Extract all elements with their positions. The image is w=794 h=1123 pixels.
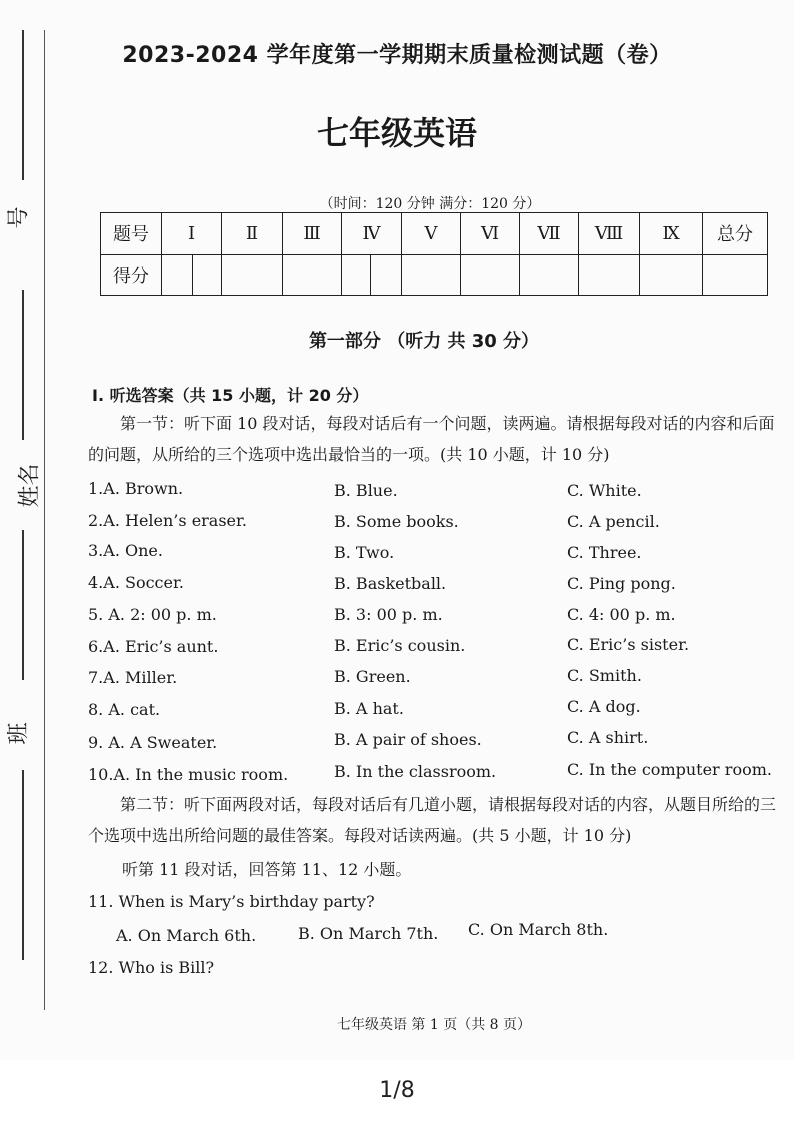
question-option: C. A shirt. [567,728,649,747]
score-cell [162,254,193,296]
column-header: Ⅰ [162,213,222,255]
score-cell [520,254,579,296]
question-option: 3.A. One. [88,541,163,560]
side-label-number: 号 [6,206,32,229]
subsection-instructions: 第一节：听下面 10 段对话，每段对话后有一个问题，读两遍。请根据每段对话的内容和后面的问题，从所给的三个选项中选出最恰当的一项。(共 10 小题，计 10 分) [88,414,775,464]
question-option: C. Smith. [567,666,642,685]
score-cell [193,254,222,296]
score-cell [703,254,768,296]
section-heading: I. 听选答案（共 15 小题，计 20 分） [92,386,369,405]
question-option: A. On March 6th. [116,926,257,945]
score-cell [579,254,640,296]
question-option: B. Eric’s cousin. [334,636,466,655]
side-label-name: 姓名 [17,463,43,508]
question-option: 5. A. 2: 00 p. m. [88,605,217,624]
question-option: C. In the computer room. [567,760,772,779]
question-option: B. On March 7th. [298,924,439,943]
column-header: Ⅸ [640,213,703,255]
score-cell [222,254,283,296]
question-text: 12. Who is Bill? [88,958,215,977]
score-table-header-row [101,213,768,255]
question-option: 1.A. Brown. [88,479,184,498]
score-cell [283,254,342,296]
question-option: 6.A. Eric’s aunt. [88,637,219,656]
question-option: C. A pencil. [567,512,660,531]
question-option: B. A hat. [334,699,404,718]
column-header: Ⅷ [579,213,640,255]
question-option: B. A pair of shoes. [334,730,482,749]
row-label: 题号 [101,213,162,255]
score-table-score-row [101,254,768,296]
question-option: C. A dog. [567,697,641,716]
part-title: 第一部分 （听力 共 30 分） [308,331,540,352]
question-option: B. Basketball. [334,574,447,593]
column-header: 总分 [703,213,768,255]
question-option: B. Blue. [334,481,398,500]
exam-title: 2023-2024 学年度第一学期期末质量检测试题（卷） [122,43,672,68]
margin-rule [22,530,24,680]
subsection-instructions: 第二节：听下面两段对话，每段对话后有几道小题，请根据每段对话的内容，从题目所给的三个选项中选出所给问题的最佳答案。每段对话读两遍。(共 5 小题，计 10 分) [88,795,777,845]
margin-rule [22,290,24,440]
question-option: 8. A. cat. [88,700,161,719]
question-option: C. Three. [567,543,642,562]
question-option: C. 4: 00 p. m. [567,605,676,624]
row-label: 得分 [101,254,162,296]
binding-margin-line [44,30,45,1010]
question-option: B. In the classroom. [334,762,497,781]
column-header: Ⅳ [342,213,402,255]
score-cell [640,254,703,296]
question-text: 11. When is Mary’s birthday party? [88,892,375,911]
question-option: B. Green. [334,667,411,686]
score-cell [402,254,461,296]
score-cell [342,254,371,296]
question-option: C. Eric’s sister. [567,635,690,654]
dialogue-note: 听第 11 段对话，回答第 11、12 小题。 [122,860,412,879]
question-option: C. White. [567,481,642,500]
question-option: 4.A. Soccer. [88,573,184,592]
margin-rule [22,770,24,960]
score-table [100,212,768,296]
column-header: Ⅲ [283,213,342,255]
side-label-class: 班 [6,722,32,745]
question-option: C. On March 8th. [468,920,609,939]
page-footer: 七年级英语 第 1 页（共 8 页） [336,1017,532,1033]
page-indicator: 1/8 [379,1078,415,1103]
question-option: 7.A. Miller. [88,668,178,687]
column-header: Ⅶ [520,213,579,255]
question-option: 10.A. In the music room. [88,765,289,784]
question-option: 2.A. Helen’s eraser. [88,511,247,530]
score-cell [371,254,402,296]
column-header: Ⅴ [402,213,461,255]
question-option: 9. A. A Sweater. [88,733,218,752]
question-option: B. Two. [334,543,395,562]
column-header: Ⅱ [222,213,283,255]
score-cell [461,254,520,296]
time-info: （时间：120 分钟 满分：120 分） [319,196,541,212]
question-option: B. Some books. [334,512,459,531]
column-header: Ⅵ [461,213,520,255]
question-option: C. Ping pong. [567,574,676,593]
question-option: B. 3: 00 p. m. [334,605,443,624]
subject-title: 七年级英语 [316,114,477,152]
